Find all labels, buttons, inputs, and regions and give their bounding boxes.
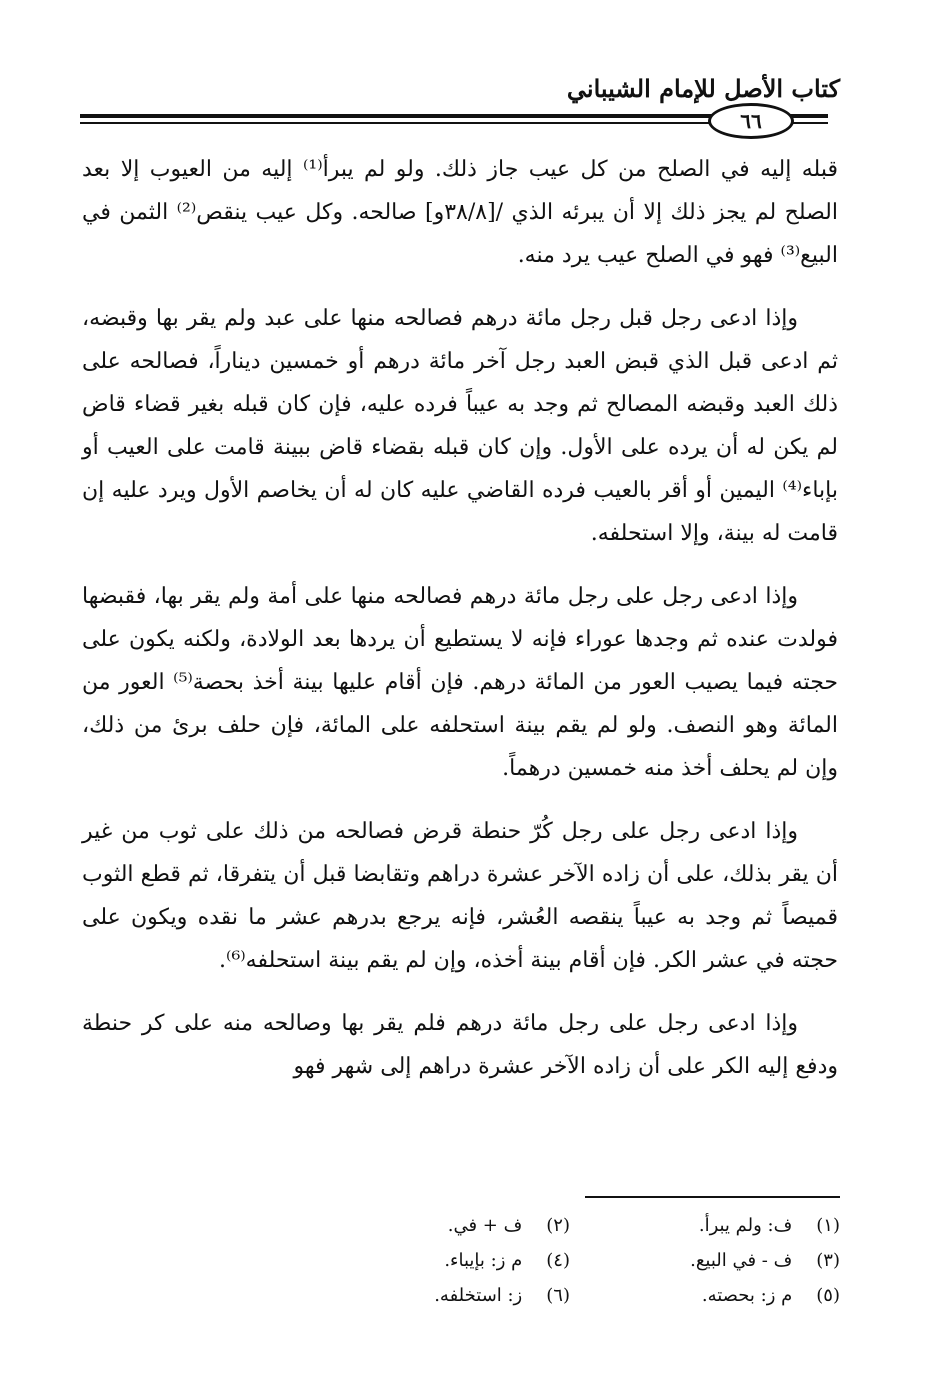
paragraph: وإذا ادعى رجل على رجل كُرّ حنطة قرض فصالحه من ذلك على ثوب من غير أن يقر بذلك، على أن زاده الآخر عشرة دراهم وتقابضا قبل أن يتفرقا، ثم قطع الثوب قميصاً ثم وجد به عيباً ينقصه العُشر، فإنه يرجع بدرهم عشر ما نقده ويكون على حجته في عشر الكر. فإن أقام بينة أخذه، وإن لم يقم بينة استحلفه⁽⁶⁾. (82, 819, 838, 973)
footnote-number: (١) (816, 1215, 840, 1236)
footnote-text: ز: استخلفه. (434, 1285, 523, 1306)
footnote-number: (٤) (546, 1250, 570, 1271)
paragraph: وإذا ادعى رجل قبل رجل مائة درهم فصالحه منها على عبد ولم يقر بها وقبضه، ثم ادعى قبل الذي قبض العبد رجل آخر مائة درهم أو خمسين ديناراً، فصالحه على ذلك العبد وقبضه المصالح ثم وجد به عيباً فرده عليه، فإن كان قبله بغير قضاء قاض لم يكن له أن يرده على الأول. وإن كان قبله بقضاء قاض ببينة قامت على العيب أو بإباء⁽⁴⁾ اليمين أو أقر بالعيب فرده القاضي عليه كان له أن يخاصم الأول ويرد عليه إن قامت له بينة، وإلا استحلفه. (82, 306, 838, 546)
footnote-number: (٢) (546, 1215, 570, 1236)
page-number: ٦٦ (708, 103, 794, 139)
paragraph: قبله إليه في الصلح من كل عيب جاز ذلك. ولو لم يبرأ⁽¹⁾ إليه من العيوب إلا بعد الصلح لم يجز ذلك إلا أن يبرئه الذي /[٣٨/٨و] صالحه. وكل عيب ينقص⁽²⁾ الثمن في البيع⁽³⁾ فهو في الصلح عيب يرد منه. (82, 157, 838, 268)
footnote-text: م ز: بحصته. (701, 1285, 793, 1306)
footnote-number: (٣) (816, 1250, 840, 1271)
main-text (82, 148, 838, 1108)
footnote-rule (585, 1196, 840, 1198)
footnote (300, 1278, 570, 1313)
footnote (300, 1208, 570, 1243)
book-title: كتاب الأصل للإمام الشيباني (566, 74, 840, 103)
footnote (570, 1278, 840, 1313)
footnote-text: ف - في البيع. (690, 1250, 793, 1271)
footnote-number: (٥) (816, 1285, 840, 1306)
footnote-number: (٦) (546, 1285, 570, 1306)
footnote-text: ف: ولم يبرأ. (698, 1215, 793, 1236)
footnote-text: ف + في. (447, 1215, 523, 1236)
footnote-text: م ز: بإيباء. (444, 1250, 523, 1271)
paragraph: وإذا ادعى رجل على رجل مائة درهم فصالحه منها على أمة ولم يقر بها، فقبضها فولدت عنده ثم وجدها عوراء فإنه لا يستطيع أن يردها بعد الولادة، ولكنه يكون على حجته فيما يصيب العور من المائة درهم. فإن أقام عليها بينة أخذ بحصة⁽⁵⁾ العور من المائة وهو النصف. ولو لم يقم بينة استحلفه على المائة، فإن حلف برئ من ذلك، وإن لم يحلف أخذ منه خمسين درهماً. (82, 584, 838, 781)
paragraph: وإذا ادعى رجل على رجل مائة درهم فلم يقر بها وصالحه منه على كر حنطة ودفع إليه الكر على أن زاده الآخر عشرة دراهم إلى شهر فهو (82, 1011, 838, 1079)
footnote (570, 1208, 840, 1243)
footnote (300, 1243, 570, 1278)
footnote (570, 1243, 840, 1278)
footnotes (300, 1208, 840, 1313)
